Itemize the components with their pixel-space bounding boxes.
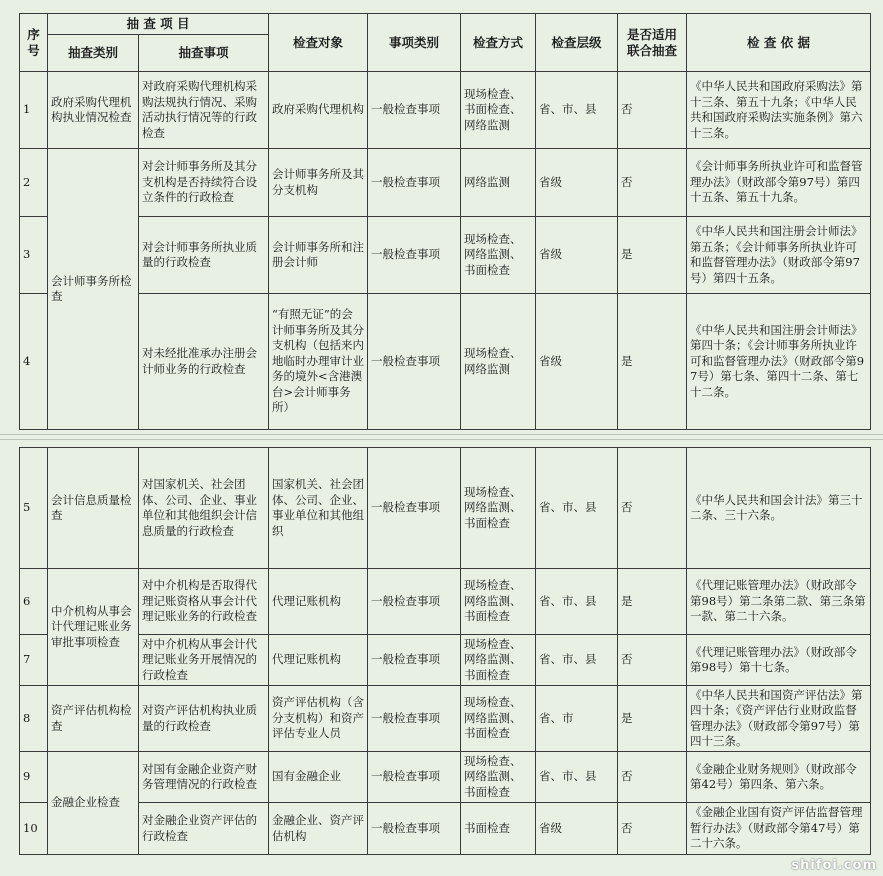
row-item: 对金融企业资产评估的行政检查 [139, 803, 269, 855]
row-level: 省、市、县 [536, 752, 618, 803]
row-basis: 《中华人民共和国资产评估法》第四十条；《资产评估行业财政监督管理办法》（财政部令第97号）第四十三条。 [687, 686, 871, 752]
row-basis: 《金融企业财务规则》（财政部令第42号）第四条、第六条。 [687, 752, 871, 803]
row-category: 会计师事务所检查 [48, 149, 139, 430]
row-category: 会计信息质量检查 [48, 448, 139, 569]
row-seq: 3 [20, 217, 48, 294]
row-item: 对会计师事务所执业质量的行政检查 [139, 217, 269, 294]
row-joint: 是 [618, 294, 687, 430]
row-method: 现场检查、网络监测、书面检查 [461, 635, 536, 686]
row-target: 代理记账机构 [269, 635, 368, 686]
inspection-table-bottom [19, 447, 871, 855]
row-seq: 4 [20, 294, 48, 430]
row-level: 省级 [536, 803, 618, 855]
header-item: 抽查事项 [139, 35, 269, 72]
header-method: 检查方式 [461, 14, 536, 72]
row-method: 书面检查 [461, 803, 536, 855]
row-joint: 是 [618, 686, 687, 752]
row-category: 金融企业检查 [48, 752, 139, 855]
row-seq: 5 [20, 448, 48, 569]
row-item: 对国有金融企业资产财务管理情况的行政检查 [139, 752, 269, 803]
row-type: 一般检查事项 [368, 752, 461, 803]
row-basis: 《代理记账管理办法》（财政部令第98号）第二条第二款、第三条第一款、第二十六条。 [687, 569, 871, 635]
row-item: 对国家机关、社会团体、公司、企业、事业单位和其他组织会计信息质量的行政检查 [139, 448, 269, 569]
row-basis: 《代理记账管理办法》（财政部令第98号）第十七条。 [687, 635, 871, 686]
header-check-items: 抽 查 项 目 [48, 14, 269, 35]
row-method: 现场检查、网络监测、书面检查 [461, 686, 536, 752]
row-basis: 《中华人民共和国注册会计师法》第五条；《会计师事务所执业许可和监督管理办法》（财政部令第97号）第四十五条。 [687, 217, 871, 294]
row-item: 对中介机构是否取得代理记账资格从事会计代理记账业务的行政检查 [139, 569, 269, 635]
table-row [20, 803, 871, 855]
row-item: 对中介机构从事会计代理记账业务开展情况的行政检查 [139, 635, 269, 686]
row-type: 一般检查事项 [368, 635, 461, 686]
row-level: 省、市、县 [536, 569, 618, 635]
row-seq: 9 [20, 752, 48, 803]
row-category: 资产评估机构检查 [48, 686, 139, 752]
row-joint: 否 [618, 72, 687, 149]
page-break-line [0, 439, 883, 440]
header-joint: 是否适用联合抽查 [618, 14, 687, 72]
row-level: 省级 [536, 294, 618, 430]
row-joint: 否 [618, 635, 687, 686]
row-type: 一般检查事项 [368, 294, 461, 430]
row-type: 一般检查事项 [368, 149, 461, 217]
table-row [20, 149, 871, 217]
watermark: shifoi.com [791, 858, 877, 873]
row-basis: 《中华人民共和国注册会计师法》第四十条；《会计师事务所执业许可和监督管理办法》（财政部令第97号）第七条、第四十二条、第七十二条。 [687, 294, 871, 430]
header-basis: 检 查 依 据 [687, 14, 871, 72]
page-break-line [0, 434, 883, 435]
row-joint: 否 [618, 803, 687, 855]
row-seq: 6 [20, 569, 48, 635]
header-seq: 序号 [20, 14, 48, 72]
row-target: 资产评估机构（含分支机构）和资产评估专业人员 [269, 686, 368, 752]
row-type: 一般检查事项 [368, 569, 461, 635]
row-type: 一般检查事项 [368, 803, 461, 855]
row-target: 会计师事务所和注册会计师 [269, 217, 368, 294]
row-joint: 否 [618, 752, 687, 803]
row-item: 对政府采购代理机构采购法规执行情况、采购活动执行情况等的行政检查 [139, 72, 269, 149]
row-seq: 8 [20, 686, 48, 752]
row-target: “有照无证”的会计师事务所及其分支机构（包括来内地临时办理审计业务的境外<含港澳台>会计师事务所） [269, 294, 368, 430]
row-basis: 《会计师事务所执业许可和监督管理办法》（财政部令第97号）第四十五条、第五十九条。 [687, 149, 871, 217]
row-method: 现场检查、网络监测、书面检查 [461, 217, 536, 294]
row-joint: 是 [618, 569, 687, 635]
row-type: 一般检查事项 [368, 686, 461, 752]
table-row [20, 752, 871, 803]
inspection-table-top [19, 13, 871, 430]
table-row [20, 217, 871, 294]
row-level: 省、市 [536, 686, 618, 752]
row-method: 网络监测 [461, 149, 536, 217]
page-break [0, 431, 883, 444]
row-method: 现场检查、网络监测 [461, 294, 536, 430]
row-basis: 《金融企业国有资产评估监督管理暂行办法》（财政部令第47号）第二十六条。 [687, 803, 871, 855]
row-method: 现场检查、网络监测、书面检查 [461, 752, 536, 803]
row-level: 省级 [536, 217, 618, 294]
row-seq: 2 [20, 149, 48, 217]
row-type: 一般检查事项 [368, 72, 461, 149]
table-row [20, 72, 871, 149]
row-basis: 《中华人民共和国会计法》第三十二条、三十六条。 [687, 448, 871, 569]
row-basis: 《中华人民共和国政府采购法》第十三条、第五十九条；《中华人民共和国政府采购法实施条例》第六十三条。 [687, 72, 871, 149]
table-row [20, 569, 871, 635]
header-type: 事项类别 [368, 14, 461, 72]
row-seq: 1 [20, 72, 48, 149]
row-target: 政府采购代理机构 [269, 72, 368, 149]
row-level: 省、市、县 [536, 448, 618, 569]
header-level: 检查层级 [536, 14, 618, 72]
row-method: 现场检查、网络监测、书面检查 [461, 448, 536, 569]
header-target: 检查对象 [269, 14, 368, 72]
header-row [20, 14, 871, 35]
row-joint: 否 [618, 448, 687, 569]
row-joint: 是 [618, 217, 687, 294]
row-type: 一般检查事项 [368, 448, 461, 569]
row-item: 对未经批准承办注册会计师业务的行政检查 [139, 294, 269, 430]
row-target: 会计师事务所及其分支机构 [269, 149, 368, 217]
row-seq: 7 [20, 635, 48, 686]
row-item: 对资产评估机构执业质量的行政检查 [139, 686, 269, 752]
row-method: 现场检查、书面检查、网络监测 [461, 72, 536, 149]
row-target: 国家机关、社会团体、公司、企业、事业单位和其他组织 [269, 448, 368, 569]
row-target: 代理记账机构 [269, 569, 368, 635]
row-type: 一般检查事项 [368, 217, 461, 294]
header-category: 抽查类别 [48, 35, 139, 72]
row-level: 省、市、县 [536, 72, 618, 149]
table-row [20, 294, 871, 430]
table-row [20, 448, 871, 569]
row-seq: 10 [20, 803, 48, 855]
row-target: 国有金融企业 [269, 752, 368, 803]
row-joint: 否 [618, 149, 687, 217]
row-item: 对会计师事务所及其分支机构是否持续符合设立条件的行政检查 [139, 149, 269, 217]
row-method: 现场检查、网络监测、书面检查 [461, 569, 536, 635]
table-row [20, 635, 871, 686]
row-level: 省、市、县 [536, 635, 618, 686]
table-row [20, 686, 871, 752]
row-level: 省级 [536, 149, 618, 217]
row-target: 金融企业、资产评估机构 [269, 803, 368, 855]
row-category: 政府采购代理机构执业情况检查 [48, 72, 139, 149]
row-category: 中介机构从事会计代理记账业务审批事项检查 [48, 569, 139, 686]
